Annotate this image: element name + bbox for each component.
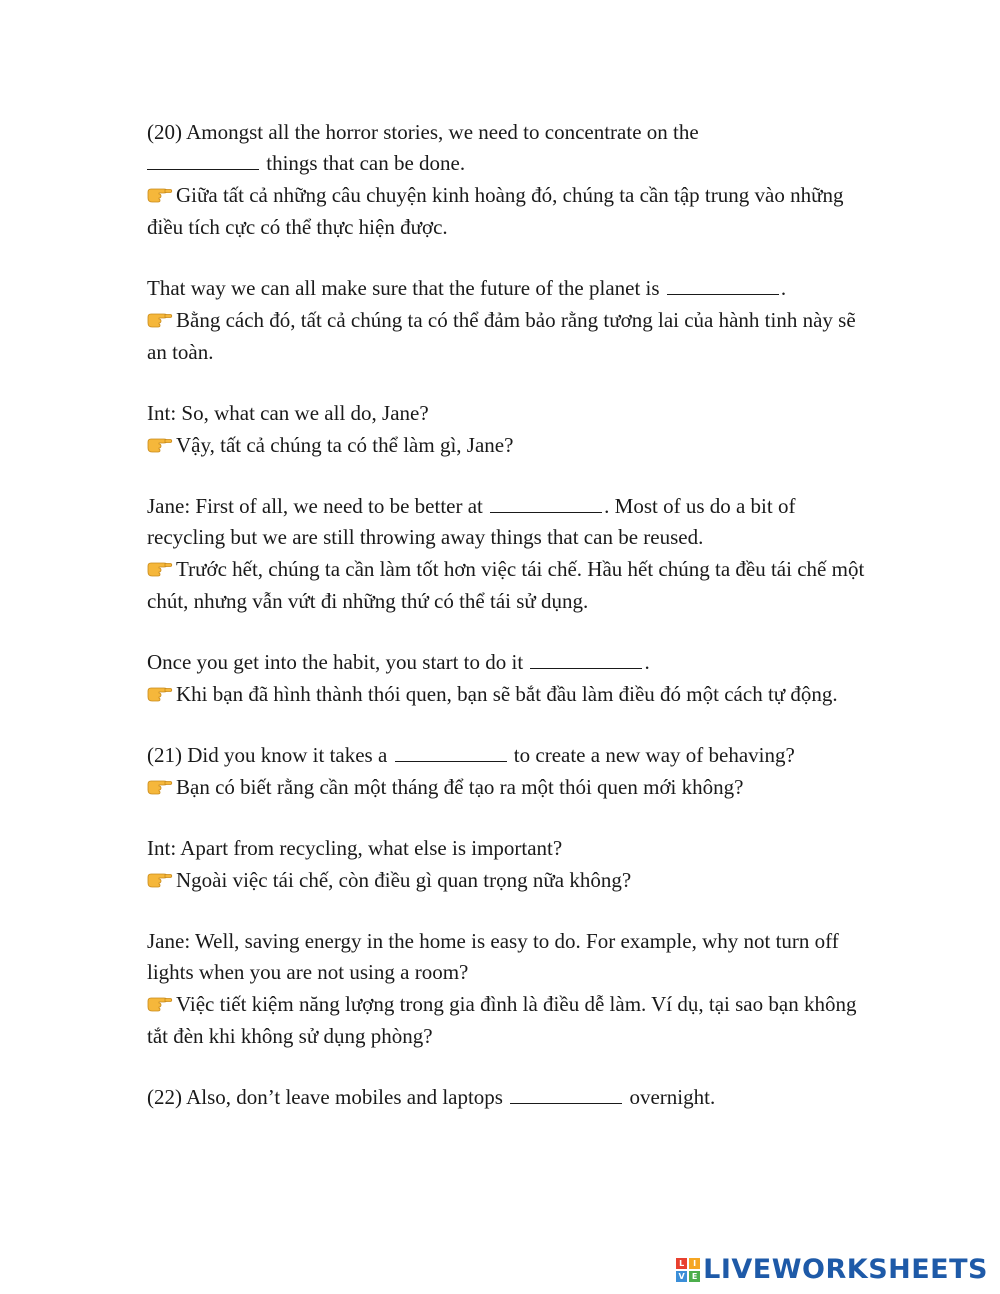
answer-blank-20[interactable] [147,149,259,170]
block-20 [147,117,867,243]
pointing-hand-icon [147,684,173,702]
vietnamese-translation: Việc tiết kiệm năng lượng trong gia đình là điều dễ làm. Ví dụ, tại sao bạn không tắt đèn khi không sử dụng phòng? [147,992,857,1048]
block-habit [147,647,867,710]
english-sentence: Once you get into the habit, you start to do it . [147,650,650,674]
block-21 [147,740,867,803]
vietnamese-translation: Trước hết, chúng ta cần làm tốt hơn việc tái chế. Hầu hết chúng ta đều tái chế một chút, nhưng vẫn vứt đi những thứ có thể tái sử dụng. [147,557,865,613]
pointing-hand-icon [147,777,173,795]
english-sentence: Jane: First of all, we need to be better at . Most of us do a bit of recycling but we are still throwing away things that can be reused. [147,494,796,549]
block-int-question [147,398,867,461]
vietnamese-translation: Bạn có biết rằng cần một tháng để tạo ra một thói quen mới không? [147,771,867,803]
logo-text: LIVEWORKSHEETS [703,1254,988,1285]
vietnamese-translation: Vậy, tất cả chúng ta có thể làm gì, Jane? [147,429,867,461]
pointing-hand-icon [147,435,173,453]
pointing-hand-icon [147,185,173,203]
liveworksheets-logo [676,1254,988,1285]
worksheet-page [147,117,867,1143]
answer-blank-future[interactable] [667,274,779,295]
english-sentence: Int: So, what can we all do, Jane? [147,401,429,425]
pointing-hand-icon [147,559,173,577]
block-int-apart [147,833,867,896]
vietnamese-translation: Giữa tất cả những câu chuyện kinh hoàng đó, chúng ta cần tập trung vào những điều tích cực có thể thực hiện được. [147,183,844,239]
answer-blank-recycling[interactable] [490,492,602,513]
block-jane-recycling [147,491,867,617]
block-22 [147,1082,867,1113]
vietnamese-translation: Ngoài việc tái chế, còn điều gì quan trọng nữa không? [147,864,867,896]
english-sentence: Jane: Well, saving energy in the home is easy to do. For example, why not turn off lights when you are not using a room? [147,929,839,984]
pointing-hand-icon [147,870,173,888]
answer-blank-22[interactable] [510,1083,622,1104]
vietnamese-translation: Khi bạn đã hình thành thói quen, bạn sẽ bắt đầu làm điều đó một cách tự động. [147,678,867,710]
english-sentence: (22) Also, don’t leave mobiles and laptops overnight. [147,1085,716,1109]
english-sentence: (20) Amongst all the horror stories, we need to concentrate on the things that can be done. [147,120,699,175]
english-sentence: Int: Apart from recycling, what else is important? [147,836,563,860]
block-jane-energy [147,926,867,1052]
english-sentence: That way we can all make sure that the future of the planet is . [147,276,787,300]
answer-blank-habit[interactable] [530,648,642,669]
pointing-hand-icon [147,310,173,328]
answer-blank-21[interactable] [395,741,507,762]
pointing-hand-icon [147,994,173,1012]
block-future [147,273,867,368]
english-sentence: (21) Did you know it takes a to create a new way of behaving? [147,743,795,767]
logo-mark-icon: L I V E [676,1258,700,1282]
vietnamese-translation: Bằng cách đó, tất cả chúng ta có thể đảm bảo rằng tương lai của hành tinh này sẽ an toàn. [147,308,856,364]
